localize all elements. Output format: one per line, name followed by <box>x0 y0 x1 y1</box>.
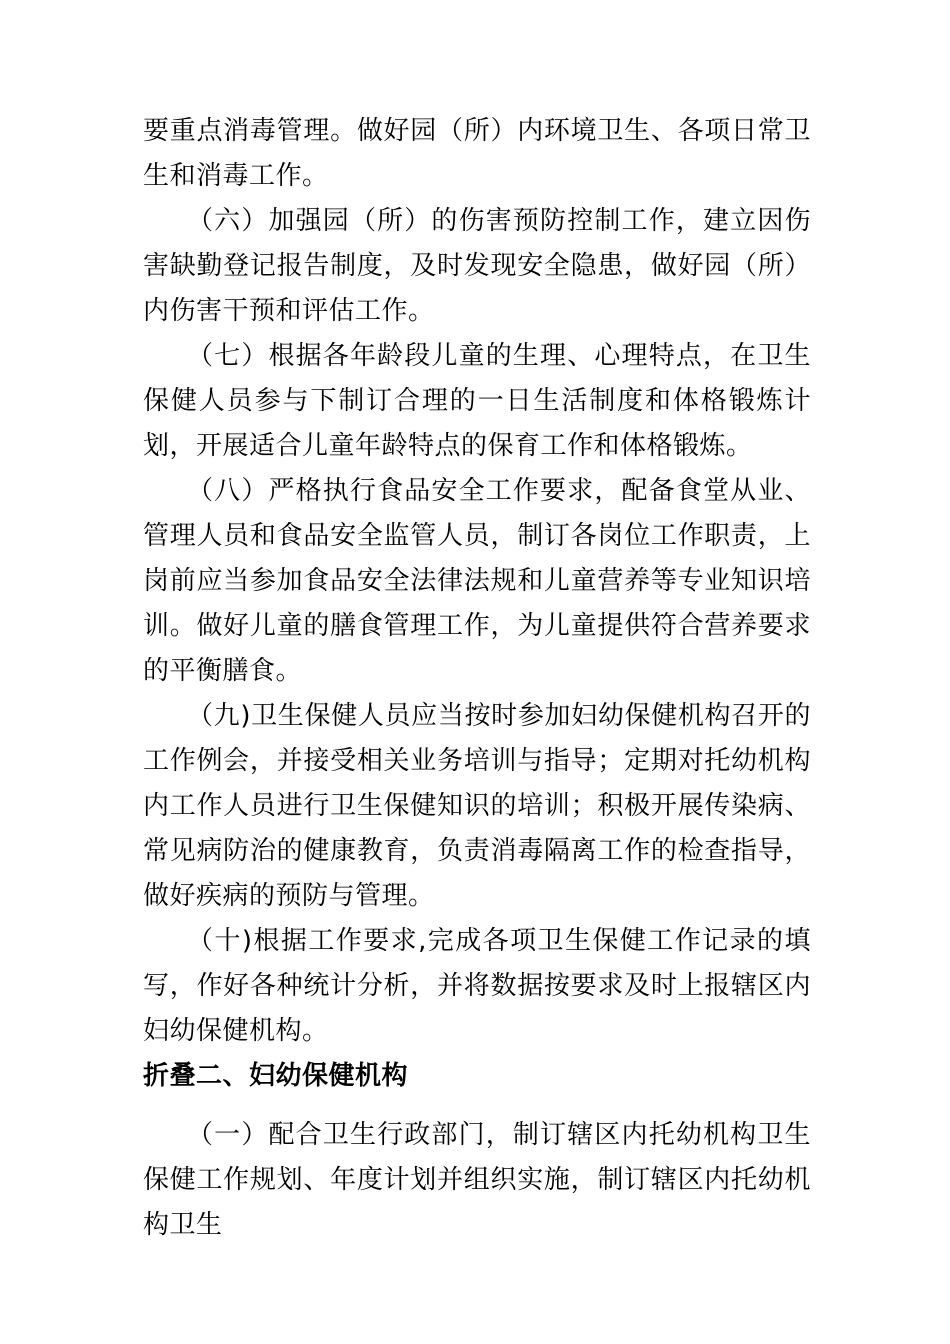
paragraph-item-8: （八）严格执行食品安全工作要求，配备食堂从业、管理人员和食品安全监管人员，制订各岗位工作职责，上岗前应当参加食品安全法律法规和儿童营养等专业知识培训。做好儿童的膳食管理工作，为儿童提供符合营养要求的平衡膳食。 <box>143 476 811 686</box>
paragraph-item-9: （九)卫生保健人员应当按时参加妇幼保健机构召开的工作例会，并接受相关业务培训与指导；定期对托幼机构内工作人员进行卫生保健知识的培训；积极开展传染病、常见病防治的健康教育，负责消毒隔离工作的检查指导，做好疾病的预防与管理。 <box>143 701 811 911</box>
paragraph-item-7: （七）根据各年龄段儿童的生理、心理特点，在卫生保健人员参与下制订合理的一日生活制度和体格锻炼计划，开展适合儿童年龄特点的保育工作和体格锻炼。 <box>143 341 811 461</box>
paragraph-item-6: （六）加强园（所）的伤害预防控制工作，建立因伤害缺勤登记报告制度，及时发现安全隐患，做好园（所）内伤害干预和评估工作。 <box>143 206 811 326</box>
paragraph-continued: 要重点消毒管理。做好园（所）内环境卫生、各项日常卫生和消毒工作。 <box>143 116 811 191</box>
document-page <box>143 109 811 1248</box>
section-heading: 折叠二、妇幼保健机构 <box>143 1061 409 1091</box>
section-paragraph-item-1: （一）配合卫生行政部门，制订辖区内托幼机构卫生保健工作规划、年度计划并组织实施，制订辖区内托幼机构卫生 <box>143 1120 811 1240</box>
paragraph-item-10: （十)根据工作要求,完成各项卫生保健工作记录的填写，作好各种统计分析，并将数据按要求及时上报辖区内妇幼保健机构。 <box>143 926 811 1046</box>
